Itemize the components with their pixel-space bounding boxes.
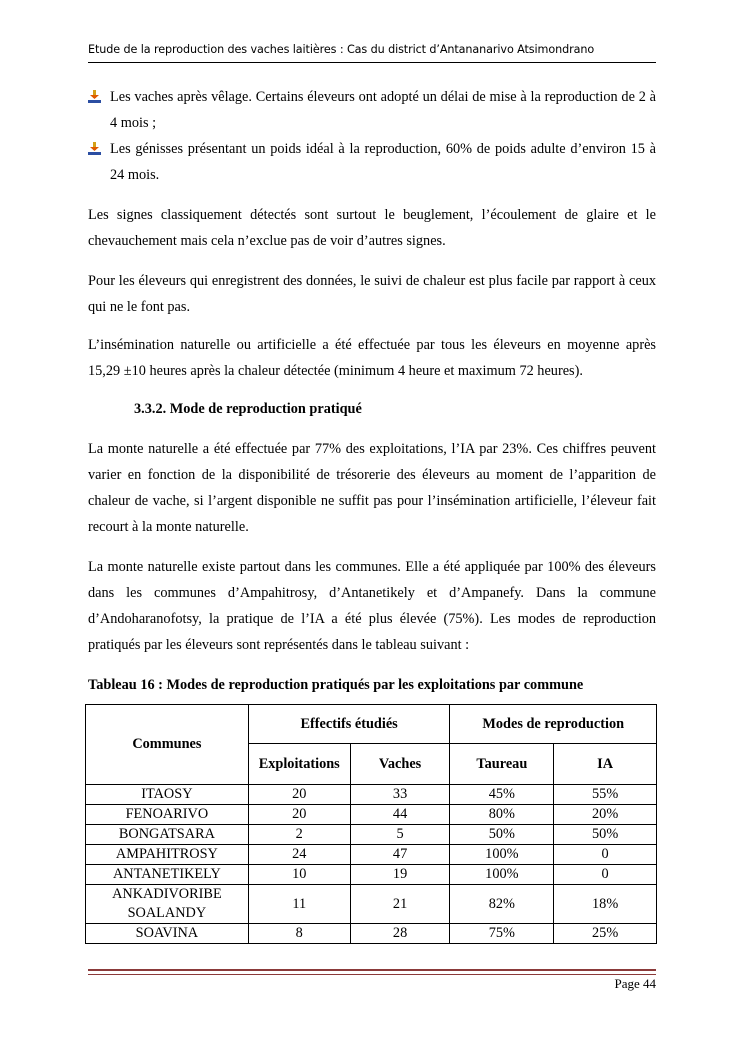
arrow-bullet-icon <box>88 90 101 103</box>
cell-exploitations: 10 <box>248 865 350 885</box>
arrow-bullet-icon <box>88 142 101 155</box>
table-header-row <box>86 705 657 744</box>
cell-vaches: 5 <box>350 825 450 845</box>
cell-taureau: 100% <box>450 865 554 885</box>
list-item <box>88 84 656 136</box>
paragraph: Pour les éleveurs qui enregistrent des données, le suivi de chaleur est plus facile par rapport à ceux qui ne le font pas. <box>88 273 656 315</box>
table-row <box>86 865 657 885</box>
table-row <box>86 845 657 865</box>
cell-ia: 0 <box>554 845 657 865</box>
header-taureau: Taureau <box>450 744 554 785</box>
cell-commune: AMPAHITROSY <box>86 845 249 865</box>
cell-exploitations: 20 <box>248 805 350 825</box>
section-heading: 3.3.2. Mode de reproduction pratiqué <box>134 401 362 417</box>
cell-exploitations: 11 <box>248 885 350 924</box>
paragraph: L’insémination naturelle ou artificielle a été effectuée par tous les éleveurs en moyenne après 15,29 ±10 heures après la chaleur détectée (minimum 4 heure et maximum 72 heures). <box>88 337 656 379</box>
cell-commune: BONGATSARA <box>86 825 249 845</box>
table-row <box>86 805 657 825</box>
cell-commune: FENOARIVO <box>86 805 249 825</box>
table-row <box>86 785 657 805</box>
cell-taureau: 75% <box>450 924 554 944</box>
table-row <box>86 924 657 944</box>
cell-vaches: 33 <box>350 785 450 805</box>
cell-commune-line: SOALANDY <box>127 905 207 921</box>
table-row <box>86 825 657 845</box>
page-number: Page 44 <box>614 976 656 991</box>
cell-exploitations: 2 <box>248 825 350 845</box>
cell-vaches: 44 <box>350 805 450 825</box>
cell-ia: 18% <box>554 885 657 924</box>
cell-commune <box>86 885 249 924</box>
cell-taureau: 45% <box>450 785 554 805</box>
bullet-list <box>88 84 656 188</box>
paragraph: Les signes classiquement détectés sont surtout le beuglement, l’écoulement de glaire et le chevauchement mais cela n’exclue pas de voir d’autres signes. <box>88 207 656 249</box>
footer-divider <box>88 969 656 971</box>
cell-vaches: 19 <box>350 865 450 885</box>
header-ia: IA <box>554 744 657 785</box>
header-vaches: Vaches <box>350 744 450 785</box>
header-modes: Modes de reproduction <box>450 705 657 744</box>
header-effectifs: Effectifs étudiés <box>248 705 450 744</box>
cell-ia: 0 <box>554 865 657 885</box>
cell-taureau: 80% <box>450 805 554 825</box>
cell-commune-line: ANKADIVORIBE <box>112 886 222 902</box>
running-header: Etude de la reproduction des vaches laitières : Cas du district d’Antananarivo Atsimondrano <box>88 43 595 56</box>
cell-ia: 20% <box>554 805 657 825</box>
bullet-text: Les vaches après vêlage. Certains éleveurs ont adopté un délai de mise à la reproduction de 2 à 4 mois ; <box>110 89 656 131</box>
reproduction-table <box>85 704 657 944</box>
table-caption: Tableau 16 : Modes de reproduction pratiqués par les exploitations par commune <box>88 677 584 693</box>
cell-taureau: 50% <box>450 825 554 845</box>
cell-exploitations: 24 <box>248 845 350 865</box>
page-body <box>88 84 656 944</box>
cell-commune: ANTANETIKELY <box>86 865 249 885</box>
cell-ia: 50% <box>554 825 657 845</box>
header-divider <box>88 62 656 63</box>
cell-taureau: 82% <box>450 885 554 924</box>
cell-ia: 25% <box>554 924 657 944</box>
cell-exploitations: 8 <box>248 924 350 944</box>
cell-exploitations: 20 <box>248 785 350 805</box>
cell-vaches: 28 <box>350 924 450 944</box>
cell-vaches: 21 <box>350 885 450 924</box>
header-communes: Communes <box>86 705 249 785</box>
cell-taureau: 100% <box>450 845 554 865</box>
list-item <box>88 136 656 188</box>
table-row <box>86 885 657 924</box>
paragraph: La monte naturelle existe partout dans les communes. Elle a été appliquée par 100% des éleveurs dans les communes d’Ampahitrosy, d’Antanetikely et d’Ampanefy. Dans la commune d’Andoharanofotsy, la pratique de l’IA a été plus élevée (75%). Les modes de reproduction pratiqués par les éleveurs sont représentés dans le tableau suivant : <box>88 559 656 653</box>
bullet-text: Les génisses présentant un poids idéal à la reproduction, 60% de poids adulte d’environ 15 à 24 mois. <box>110 141 656 183</box>
cell-ia: 55% <box>554 785 657 805</box>
cell-commune: ITAOSY <box>86 785 249 805</box>
cell-vaches: 47 <box>350 845 450 865</box>
cell-commune: SOAVINA <box>86 924 249 944</box>
paragraph: La monte naturelle a été effectuée par 77% des exploitations, l’IA par 23%. Ces chiffres peuvent varier en fonction de la disponibilité de trésorerie des éleveurs au moment de l’apparition de chaleur de vache, si l’argent disponible ne suffit pas pour l’insémination artificielle, l’éleveur fait recourt à la monte naturelle. <box>88 441 656 535</box>
footer-divider-thin <box>88 974 656 975</box>
header-exploitations: Exploitations <box>248 744 350 785</box>
